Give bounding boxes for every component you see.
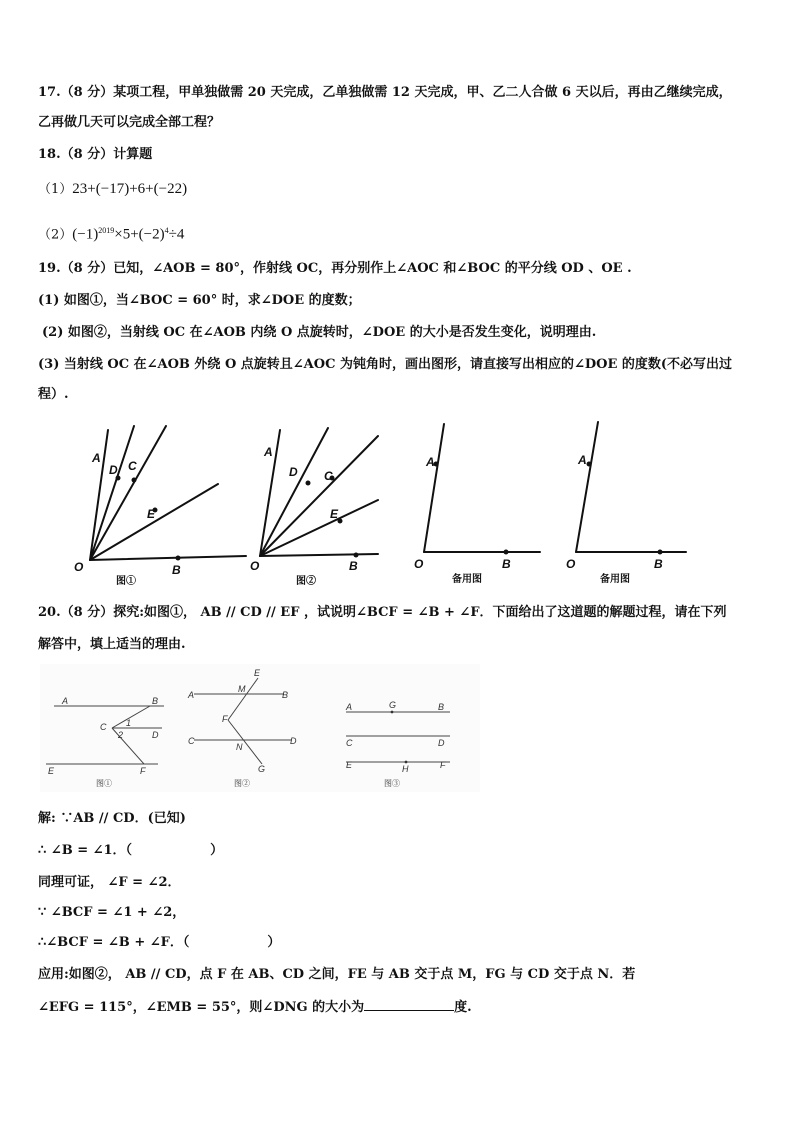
fig3-caption: 备用图 — [452, 574, 482, 585]
f20b-label-B: B — [282, 690, 289, 700]
fig2-label-B: B — [349, 559, 358, 573]
f20c-label-C: C — [346, 738, 353, 748]
f20b-label-A: A — [188, 690, 195, 700]
f20a-caption: 图① — [96, 779, 112, 788]
q20-solution-5-text: ∴∠BCF = ∠B + ∠F．（ — [38, 935, 190, 950]
fig2-label-O: O — [250, 559, 260, 573]
fig4-label-B: B — [654, 557, 663, 571]
f20c-label-A: A — [346, 702, 353, 712]
q18-title: 18.（8 分）计算题 — [38, 147, 153, 162]
fig2-label-D: D — [289, 465, 298, 479]
fig1-label-B: B — [172, 563, 181, 577]
q18-part2-label: （2） — [38, 227, 73, 243]
q19-figures — [60, 418, 710, 590]
fig1-label-D: D — [109, 463, 118, 477]
q20-solution-1: 解: ∵AB // CD．(已知) — [38, 811, 186, 826]
f20a-label-1: 1 — [126, 718, 132, 728]
fig3-label-A: A — [426, 455, 435, 469]
f20b-label-F: F — [222, 714, 228, 724]
f20a-label-2: 2 — [118, 730, 124, 740]
q18-part2-base: (−1) — [72, 226, 99, 243]
f20b-label-N: N — [236, 742, 243, 752]
q20-solution-5 — [38, 934, 280, 952]
q19-part1: (1) 如图①，当∠BOC = 60° 时，求∠DOE 的度数； — [38, 293, 361, 308]
f20b-caption: 图② — [234, 779, 250, 788]
f20a-label-B: B — [152, 696, 159, 706]
q19-part3-line2: 程）. — [38, 387, 69, 402]
fig4-label-O: O — [566, 557, 576, 571]
fig2-caption: 图② — [296, 576, 316, 587]
fig1-label-C: C — [128, 459, 137, 473]
f20c-label-G: G — [389, 700, 397, 710]
fig2-label-C: C — [324, 469, 333, 483]
q18-part2-exp2: 4 — [164, 226, 169, 235]
f20b-label-C: C — [188, 736, 195, 746]
fig4-caption: 备用图 — [600, 574, 630, 585]
q18-part2-mid: ×5+(−2) — [114, 226, 165, 243]
fig3-label-O: O — [414, 557, 424, 571]
f20a-label-D: D — [152, 730, 159, 740]
f20c-label-B: B — [438, 702, 445, 712]
q18-part1-label: （1） — [38, 182, 73, 197]
fig2-label-A: A — [264, 445, 273, 459]
fig1-label-O: O — [74, 560, 84, 574]
q20-solution-2-close: ） — [210, 843, 224, 858]
fig3-label-B: B — [502, 557, 511, 571]
f20b-label-E: E — [254, 668, 261, 678]
q20-intro1: 20.（8 分）探究:如图①， AB // CD // EF ，试说明∠BCF = ∠B + ∠F．下面给出了这道题的解题过程，请在下列 — [38, 605, 727, 620]
f20c-label-H: H — [402, 764, 409, 774]
q18-part1-expr: 23+(−17)+6+(−22) — [72, 181, 188, 197]
q18-part1 — [38, 180, 187, 199]
q20-solution-4: ∵ ∠BCF = ∠1 + ∠2， — [38, 905, 186, 920]
q20-solution-5-close: ） — [267, 935, 281, 950]
f20c-label-E: E — [346, 760, 353, 770]
q20-application-2-text: ∠EFG = 115°，∠EMB = 55°，则∠DNG 的大小为 — [38, 1000, 365, 1015]
f20b-label-G: G — [258, 764, 266, 774]
fig1-label-E: E — [147, 507, 156, 521]
q20-application-2-end: 度. — [454, 1000, 472, 1015]
fig4-label-A: A — [578, 453, 587, 467]
q20-solution-3: 同理可证， ∠F = ∠2． — [38, 875, 181, 890]
q18-part2-end: ÷4 — [168, 226, 185, 243]
f20c-label-F: F — [440, 760, 446, 770]
q19-part2: (2) 如图②，当射线 OC 在∠AOB 内绕 O 点旋转时，∠DOE 的大小是否发生变化，说明理由. — [42, 325, 597, 340]
f20c-caption: 图③ — [384, 779, 400, 788]
f20a-label-A: A — [62, 696, 69, 706]
answer-blank[interactable] — [364, 998, 454, 1011]
q17-line2: 乙再做几天可以完成全部工程？ — [38, 115, 221, 130]
q20-application-2 — [38, 998, 472, 1017]
q19-intro: 19.（8 分）已知，∠AOB = 80°，作射线 OC，再分别作上∠AOC 和∠BOC 的平分线 OD 、OE . — [38, 261, 632, 276]
q20-intro2: 解答中，填上适当的理由. — [38, 637, 186, 652]
fig1-label-A: A — [92, 451, 101, 465]
f20a-label-C: C — [100, 722, 107, 732]
f20b-label-D: D — [290, 736, 297, 746]
fig1-caption: 图① — [116, 576, 136, 587]
q18-part2-exp: 2019 — [98, 226, 115, 235]
f20a-label-E: E — [48, 766, 55, 776]
q17-line1: 17.（8 分）某项工程，甲单独做需 20 天完成，乙单独做需 12 天完成，甲、乙二人合做 6 天以后，再由乙继续完成， — [38, 85, 732, 100]
q18-part2 — [38, 222, 184, 244]
q20-solution-2-text: ∴ ∠B = ∠1．（ — [38, 843, 133, 858]
q20-figures — [40, 664, 480, 792]
q20-application-1: 应用:如图②， AB // CD，点 F 在 AB、CD 之间，FE 与 AB 交于点 M，FG 与 CD 交于点 N．若 — [38, 967, 636, 982]
fig2-label-E: E — [330, 507, 339, 521]
q19-part3-line1: (3) 当射线 OC 在∠AOB 外绕 O 点旋转且∠AOC 为钝角时，画出图形，请直接写出相应的∠DOE 的度数(不必写出过 — [38, 357, 733, 372]
f20b-label-M: M — [238, 684, 246, 694]
q20-solution-2 — [38, 842, 223, 860]
f20c-label-D: D — [438, 738, 445, 748]
f20a-label-F: F — [140, 766, 146, 776]
